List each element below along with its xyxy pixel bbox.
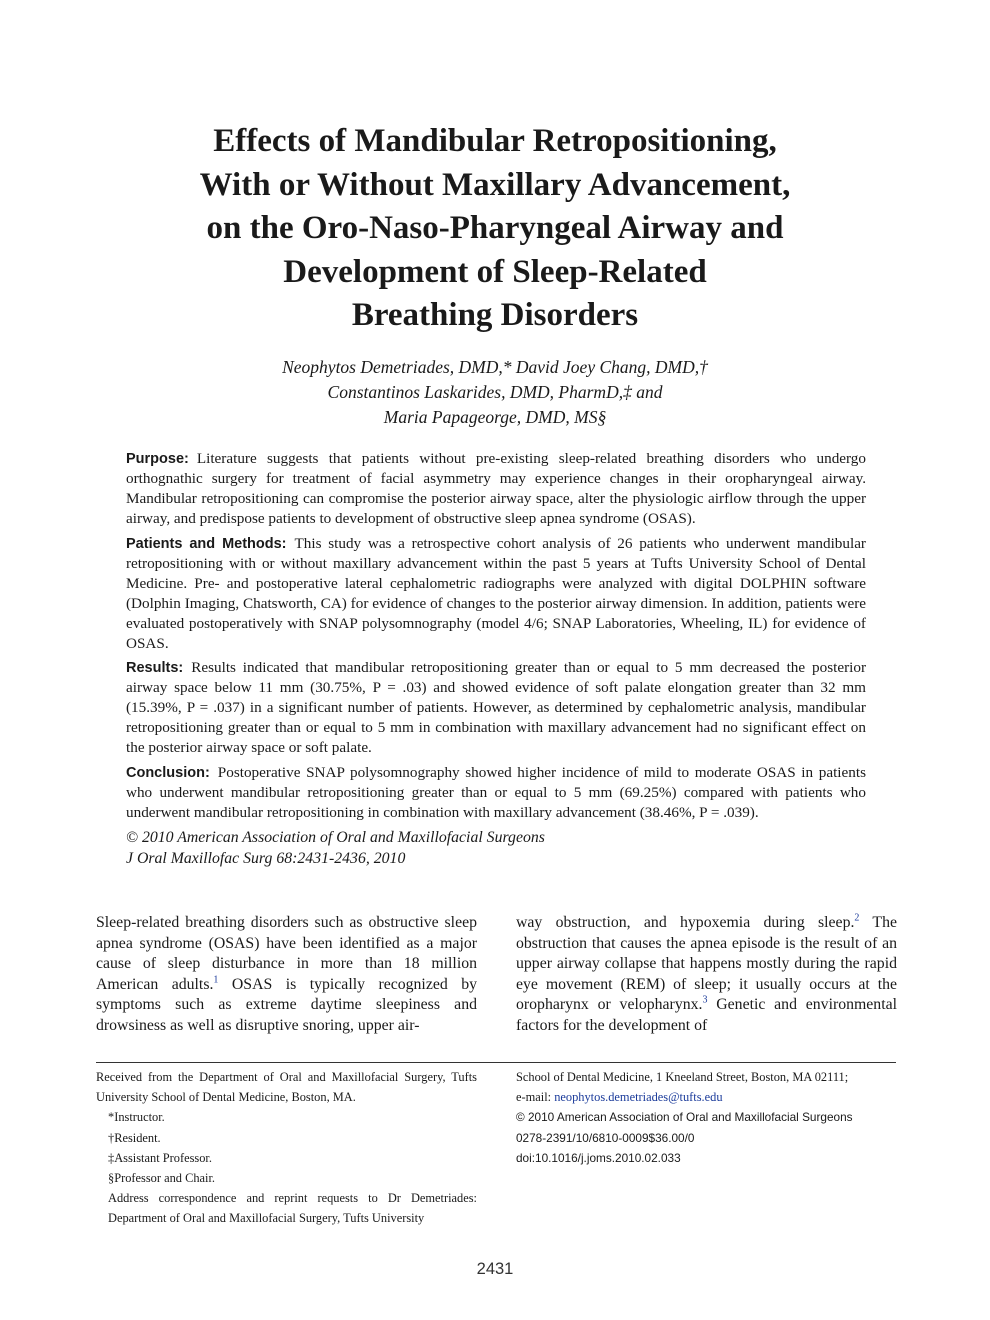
body-text: way obstruction, and hypoxemia during sleep.: [516, 914, 855, 931]
title-line: Breathing Disorders: [351, 297, 639, 333]
footnote-issn: 0278-2391/10/6810-0009$36.00/0: [516, 1130, 695, 1145]
footnote-instructor: *Instructor.: [108, 1110, 165, 1125]
journal-citation: J Oral Maxillofac Surg 68:2431-2436, 2010: [126, 850, 406, 867]
article-title: [60, 120, 930, 338]
conclusion-text: Postoperative SNAP polysomnography showed higher incidence of mild to moderate OSAS in patients who underwent mandibular retropositioning greater than or equal to 5 mm (69.25%) compared with patients who underwent mandibular retropositioning in combination with maxillary advancement (38.46%, P = .039).: [126, 763, 866, 821]
body-text: Genetic and environmental factors for the development of: [516, 996, 897, 1034]
title-line: on the Oro-Naso-Pharyngeal Airway and: [206, 210, 784, 246]
purpose-text: Literature suggests that patients without pre-existing sleep-related breathing disorders who undergo orthognathic surgery for treatment of facial asymmetry may experience changes in their oropharyngeal airway. Mandibular retropositioning can compromise the posterior airway space, alter the physiologic airflow through the upper airway, and predispose patients to development of obstructive sleep apnea syndrome (OSAS).: [126, 450, 866, 527]
author-line: Maria Papageorge, DMD, MS§: [383, 407, 607, 427]
abstract-methods: [126, 534, 866, 654]
footnotes-right: [516, 1067, 897, 1168]
footnote-assistant: ‡Assistant Professor.: [108, 1150, 212, 1165]
body-text: Sleep-related breathing disorders such as obstructive sleep apnea syndrome (OSAS) have been identified as a major cause of sleep disturbance in more than 18 million American adults.: [96, 914, 477, 993]
author-line: Constantinos Laskarides, DMD, PharmD,‡ and: [327, 382, 663, 402]
body-text: OSAS is typically recognized by symptoms such as extreme daytime sleepiness and drowsiness as well as disruptive snoring, upper air-: [96, 975, 477, 1034]
reference-link[interactable]: 3: [702, 995, 708, 1007]
methods-label: Patients and Methods:: [126, 535, 287, 552]
abstract-purpose: [126, 449, 866, 529]
footnotes-left: [96, 1067, 477, 1229]
page-number: 2431: [476, 1260, 514, 1278]
footnote-divider: [96, 1062, 896, 1063]
abstract-copyright: © 2010 American Association of Oral and Maxillofacial Surgeons: [126, 829, 545, 846]
author-line: Neophytos Demetriades, DMD,* David Joey Chang, DMD,†: [282, 357, 708, 377]
footnote-address: Address correspondence and reprint requests to Dr Demetriades: Department of Oral and Maxillofacial Surgery, Tufts University: [108, 1191, 477, 1226]
methods-text: This study was a retrospective cohort analysis of 26 patients who underwent mandibular retropositioning with or without maxillary advancement within the past 5 years at Tufts University School of Dental Medicine. Pre- and postoperative lateral cephalometric radiographs were analyzed with digital DOLPHIN software (Dolphin Imaging, Chatsworth, CA) for evidence of changes to the posterior airway dimension. In addition, patients were evaluated postoperatively with SNAP polysomnography (model 4/6; SNAP Laboratories, Wheeling, IL) for evidence of OSAS.: [126, 534, 866, 652]
title-line: Development of Sleep-Related: [283, 253, 707, 290]
reference-link[interactable]: 1: [213, 974, 219, 986]
results-label: Results:: [126, 660, 184, 676]
purpose-label: Purpose:: [126, 451, 189, 467]
footnote-resident: †Resident.: [108, 1130, 161, 1145]
footnote-received: Received from the Department of Oral and Maxillofacial Surgery, Tufts University School of Dental Medicine, Boston, MA.: [96, 1070, 477, 1105]
body-column-right: [516, 913, 897, 1037]
abstract: [126, 449, 866, 869]
footnote-address-cont: School of Dental Medicine, 1 Kneeland Street, Boston, MA 02111;: [516, 1070, 849, 1084]
abstract-results: [126, 658, 866, 758]
body-text: The obstruction that causes the apnea episode is the result of an upper airway collapse that happens mostly during the rapid eye movement (REM) of sleep; it usually occurs at the oropharynx or velopharynx.: [516, 914, 897, 1014]
author-list: [80, 355, 910, 430]
reference-link[interactable]: 2: [854, 912, 860, 924]
footnote-professor: §Professor and Chair.: [108, 1171, 216, 1186]
abstract-conclusion: [126, 763, 866, 823]
footnote-email-line: [516, 1087, 897, 1107]
results-text: Results indicated that mandibular retropositioning greater than or equal to 5 mm decreased the posterior airway space below 11 mm (30.75%, P = .03) and showed evidence of soft palate elongation greater than 32 mm (15.39%, P = .037) in a significant number of patients. However, as determined by cephalometric analysis, mandibular retropositioning greater than or equal to 5 mm in combination with maxillary advancement had no significant effect on the posterior airway space or soft palate.: [126, 659, 866, 756]
title-line: With or Without Maxillary Advancement,: [199, 166, 791, 203]
body-column-left: [96, 913, 477, 1037]
conclusion-label: Conclusion:: [126, 764, 210, 781]
email-label: e-mail:: [516, 1090, 555, 1105]
footnote-doi[interactable]: doi:10.1016/j.joms.2010.02.033: [516, 1150, 681, 1165]
email-link[interactable]: neophytos.demetriades@tufts.edu: [554, 1090, 723, 1105]
footnote-copyright: © 2010 American Association of Oral and Maxillofacial Surgeons: [516, 1110, 853, 1125]
title-line: Effects of Mandibular Retropositioning,: [213, 123, 777, 159]
